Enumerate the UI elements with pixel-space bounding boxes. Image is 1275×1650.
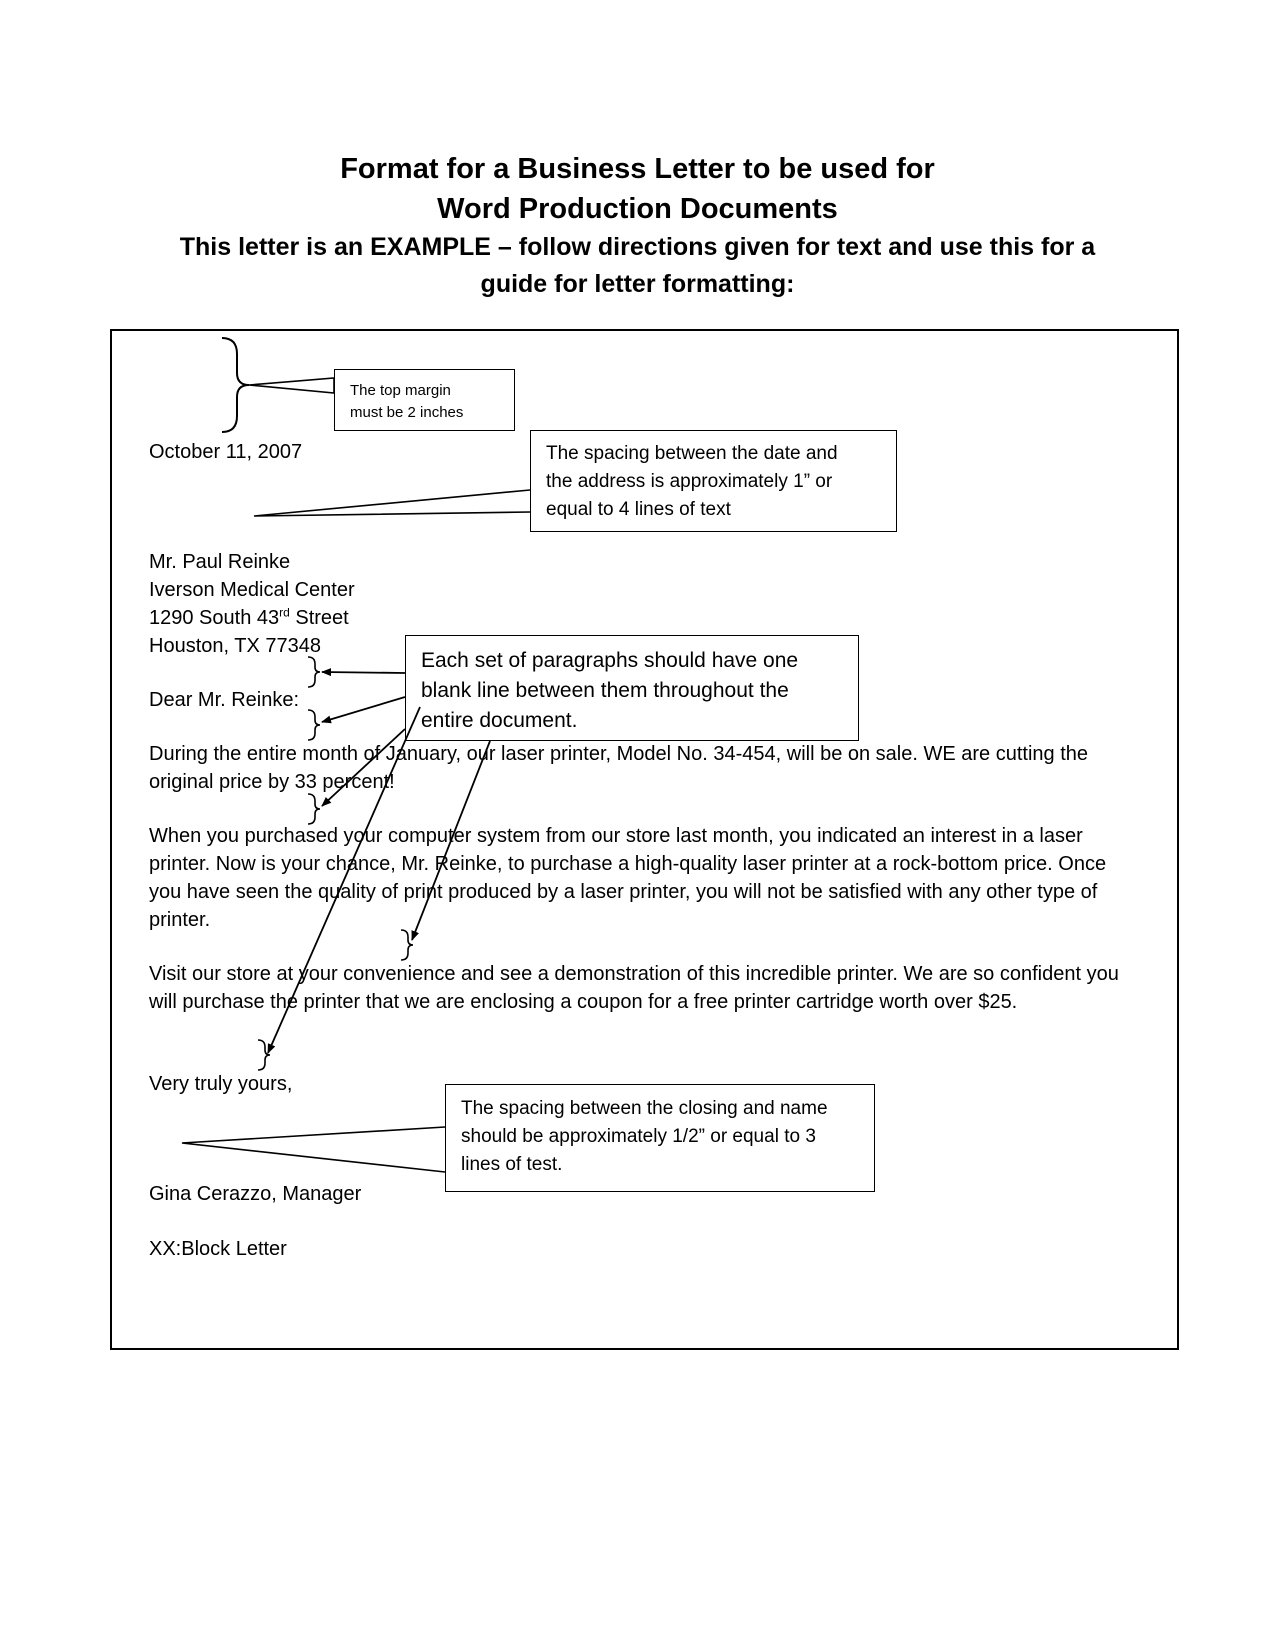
address-company: Iverson Medical Center <box>149 579 355 601</box>
callout-closing-spacing-line-2: should be approximately 1/2” or equal to 3 <box>461 1126 816 1147</box>
callout-date-spacing-line-2: the address is approximately 1” or <box>546 471 833 492</box>
callout-top-margin-line-1: The top margin <box>350 382 451 399</box>
letter-date: October 11, 2007 <box>149 441 303 463</box>
brace-icon <box>308 794 320 824</box>
callout-paragraph-spacing-line-2: blank line between them throughout the <box>421 679 789 702</box>
callout-top-margin-pointer <box>249 378 334 393</box>
signature: Gina Cerazzo, Manager <box>149 1183 362 1205</box>
callout-top-margin-line-2: must be 2 inches <box>350 404 464 421</box>
address-name: Mr. Paul Reinke <box>149 551 291 573</box>
callout-date-spacing-line-1: The spacing between the date and <box>546 443 838 464</box>
page-title-line-2: Word Production Documents <box>437 193 838 225</box>
arrow-icon <box>412 741 490 940</box>
subtitle-line-1: This letter is an EXAMPLE – follow directions given for text and use this for a <box>179 233 1096 261</box>
arrow-icon <box>322 672 405 673</box>
brace-icon <box>401 930 413 960</box>
reference-initials: XX:Block Letter <box>149 1238 287 1260</box>
brace-icon <box>308 710 320 740</box>
callout-date-spacing-line-3: equal to 4 lines of text <box>546 499 731 520</box>
callout-closing-spacing-line-1: The spacing between the closing and name <box>461 1098 828 1119</box>
body-paragraph-1: During the entire month of January, our laser printer, Model No. 34-454, will be on sale. WE are cutting the original price by 33 percent! <box>149 743 1089 793</box>
salutation: Dear Mr. Reinke: <box>149 689 300 711</box>
callout-closing-spacing-line-3: lines of test. <box>461 1154 563 1175</box>
brace-icon <box>308 657 320 687</box>
body-paragraph-2: When you purchased your computer system from our store last month, you indicated an interest in a laser printer. Now is your chance, Mr. Reinke, to purchase a high-quality laser printer at a rock-bottom price. Once you have seen the quality of print produced by a laser printer, you will not be satisfied with any other type of printer. <box>149 825 1107 931</box>
brace-icon <box>258 1040 270 1070</box>
closing: Very truly yours, <box>149 1073 293 1095</box>
arrow-icon <box>268 707 420 1053</box>
arrow-icon <box>322 697 405 722</box>
brace-icon <box>222 338 249 432</box>
address-city: Houston, TX 77348 <box>149 635 321 657</box>
body-paragraph-3: Visit our store at your convenience and see a demonstration of this incredible printer. We are so confident you will purchase the printer that we are enclosing a coupon for a free printer cartridge worth over $25. <box>149 963 1119 1013</box>
address-street: 1290 South 43rd Street <box>149 605 349 629</box>
callout-paragraph-spacing-line-3: entire document. <box>421 709 578 732</box>
page-title-line-1: Format for a Business Letter to be used for <box>340 153 935 185</box>
callout-date-spacing-pointer <box>254 490 530 516</box>
callout-closing-spacing-pointer <box>182 1127 445 1172</box>
callout-paragraph-spacing-line-1: Each set of paragraphs should have one <box>421 649 799 672</box>
subtitle-line-2: guide for letter formatting: <box>480 270 795 298</box>
